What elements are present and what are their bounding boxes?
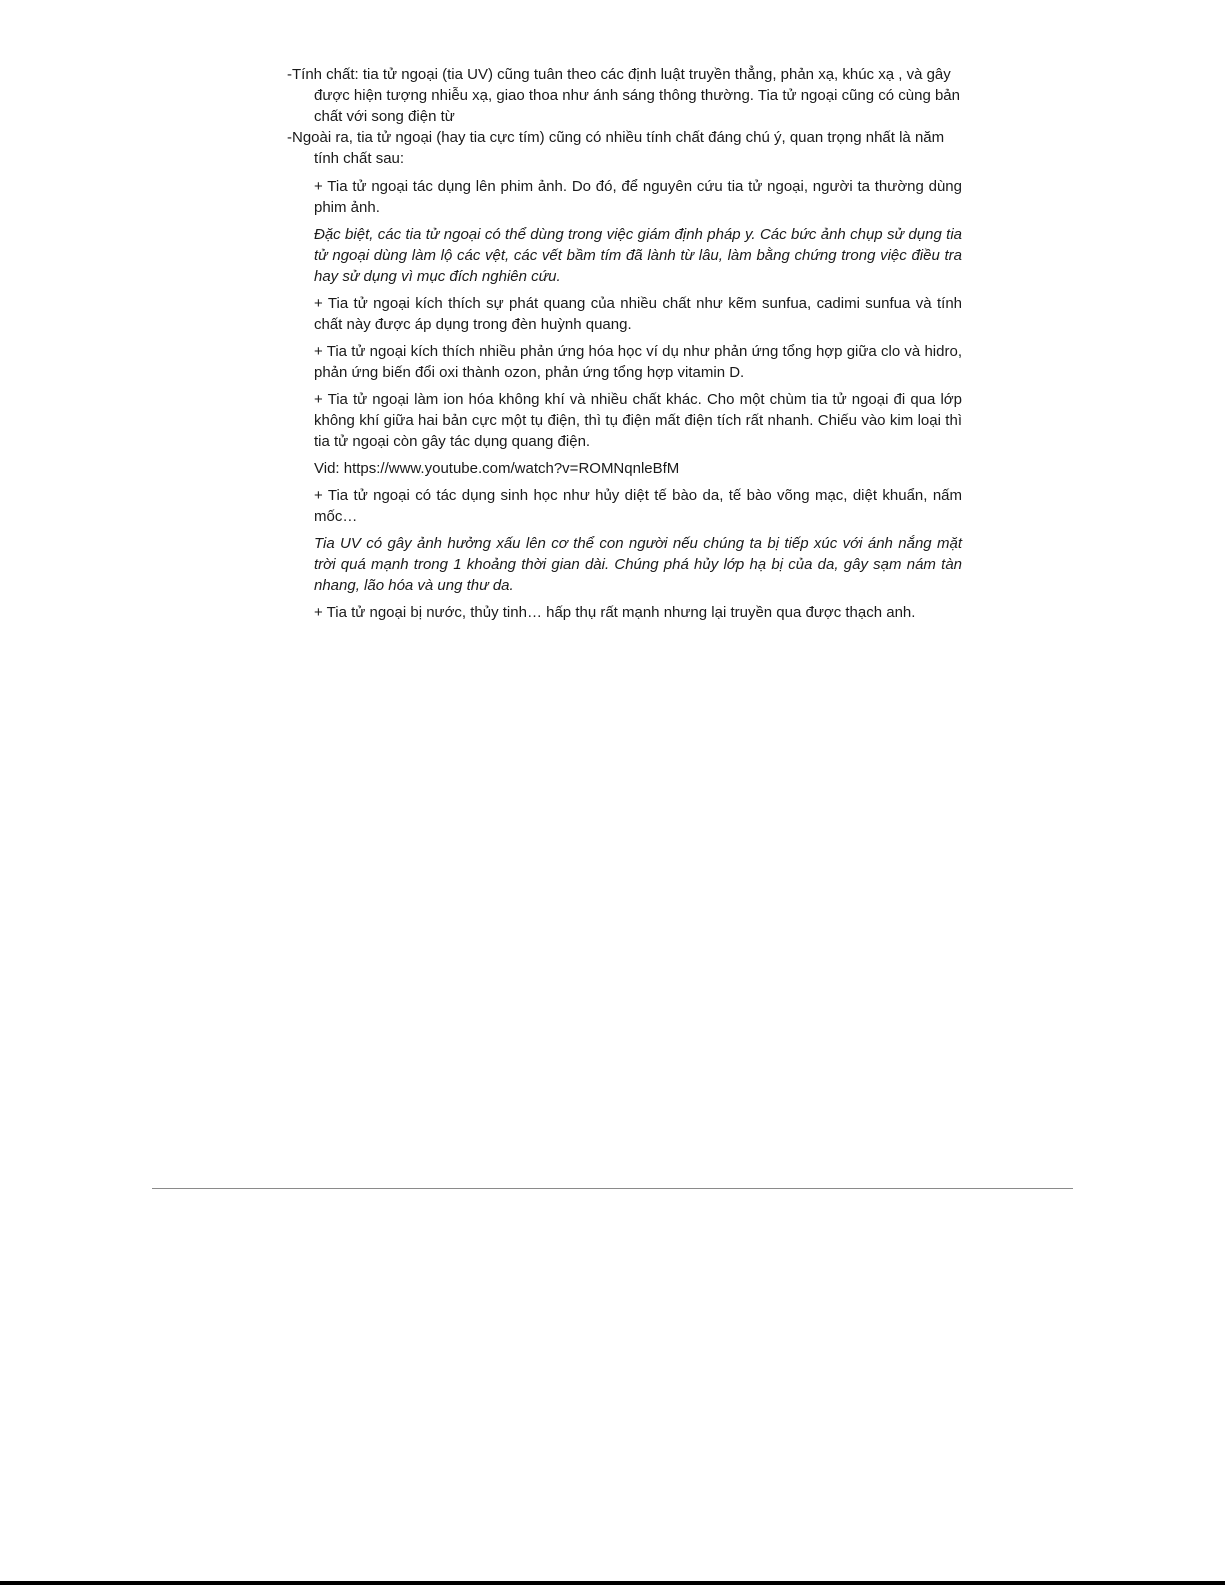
page-bottom-edge (0, 1581, 1225, 1585)
document-body (287, 64, 962, 629)
paragraph-chemical-reactions: + Tia tử ngoại kích thích nhiều phản ứng hóa học ví dụ như phản ứng tổng hợp giữa clo và hidro, phản ứng biến đổi oxi thành ozon, phản ứng tổng hợp vitamin D. (314, 343, 962, 381)
paragraph-biological-effects: + Tia tử ngoại có tác dụng sinh học như hủy diệt tế bào da, tế bào võng mạc, diệt khuẩn, nấm mốc… (314, 487, 962, 525)
footer-divider (152, 1188, 1073, 1189)
paragraph-forensics-note: Đặc biệt, các tia tử ngoại có thể dùng trong việc giám định pháp y. Các bức ảnh chụp sử dụng tia tử ngoại dùng làm lộ các vệt, các vết bầm tím đã lành từ lâu, làm bằng chứng trong việc điều tra hay sử dụng vì mục đích nghiên cứu. (314, 226, 962, 285)
paragraph-absorption: + Tia tử ngoại bị nước, thủy tinh… hấp thụ rất mạnh nhưng lại truyền qua được thạch anh. (314, 604, 916, 621)
paragraph-five-properties-intro: -Ngoài ra, tia tử ngoại (hay tia cực tím) cũng có nhiều tính chất đáng chú ý, quan trọng nhất là năm tính chất sau: (287, 129, 945, 167)
paragraph-properties: -Tính chất: tia tử ngoại (tia UV) cũng tuân theo các định luật truyền thẳng, phản xạ, khúc xạ , và gây được hiện tượng nhiễu xạ, giao thoa như ánh sáng thông thường. Tia tử ngoại cũng có cùng bản chất với song điện từ (287, 66, 960, 125)
paragraph-fluorescence: + Tia tử ngoại kích thích sự phát quang của nhiều chất như kẽm sunfua, cadimi sunfua và tính chất này được áp dụng trong đèn huỳnh quang. (314, 295, 962, 333)
paragraph-uv-health-note: Tia UV có gây ảnh hưởng xấu lên cơ thể con người nếu chúng ta bị tiếp xúc với ánh nắng mặt trời quá mạnh trong 1 khoảng thời gian dài. Chúng phá hủy lớp hạ bị của da, gây sạm nám tàn nhang, lão hóa và ung thư da. (314, 535, 962, 594)
paragraph-video-link[interactable]: Vid: https://www.youtube.com/watch?v=ROMNqnleBfM (314, 460, 680, 477)
paragraph-ionization: + Tia tử ngoại làm ion hóa không khí và nhiều chất khác. Cho một chùm tia tử ngoại đi qua lớp không khí giữa hai bản cực một tụ điện, thì tụ điện mất điện tích rất nhanh. Chiếu vào kim loại thì tia tử ngoại còn gây tác dụng quang điện. (314, 391, 962, 450)
paragraph-photographic-film: + Tia tử ngoại tác dụng lên phim ảnh. Do đó, để nguyên cứu tia tử ngoại, người ta thường dùng phim ảnh. (314, 178, 962, 216)
